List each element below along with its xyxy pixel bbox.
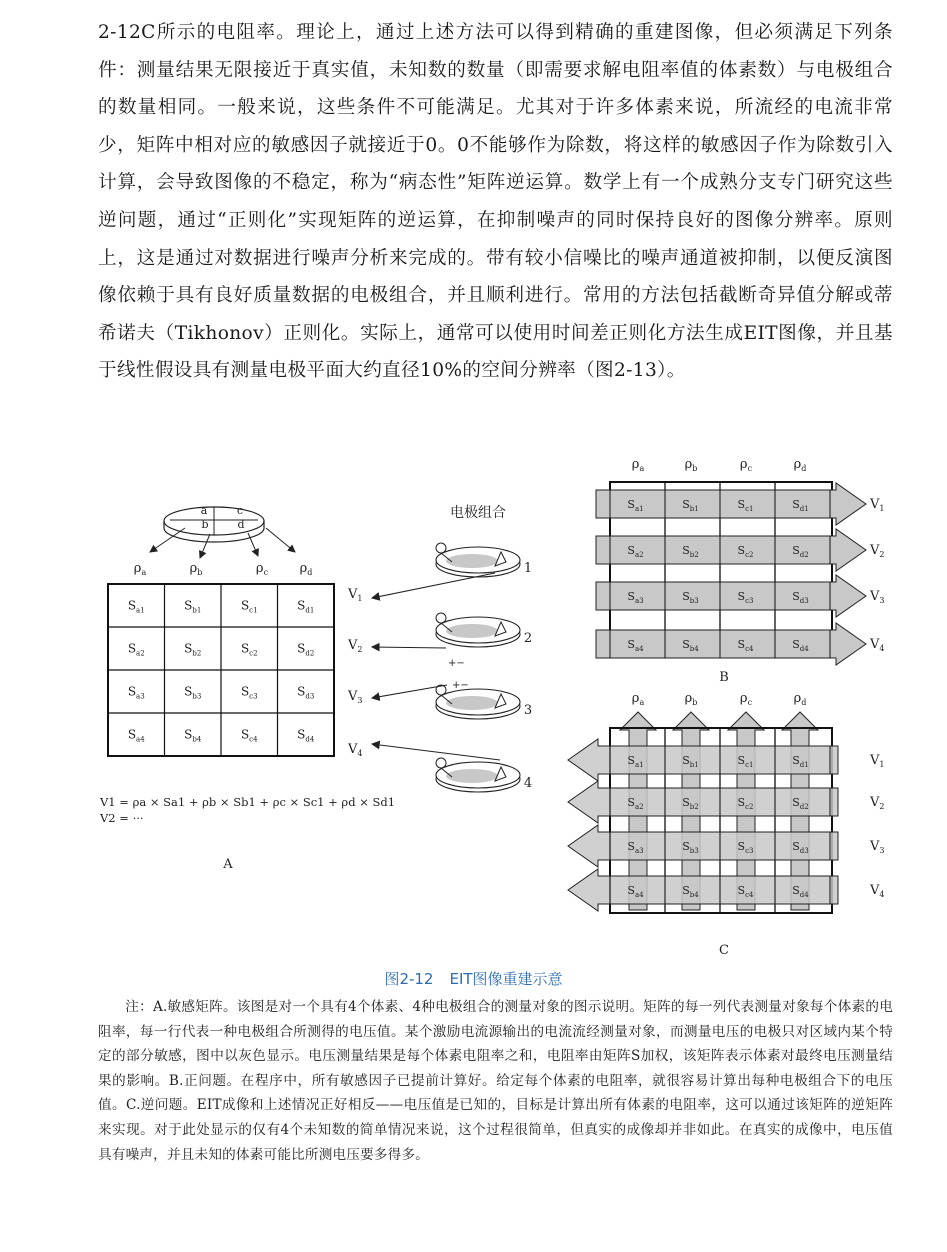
electrode-combination-title: 电极组合 bbox=[450, 505, 506, 521]
electrode-number: 2 bbox=[523, 631, 533, 646]
equation-v2: V2 = ··· bbox=[100, 811, 144, 825]
matrix-c-cell: $S_{b3}$ bbox=[682, 840, 699, 855]
polarity-mark: +− bbox=[452, 680, 469, 691]
disk-letter-d: d bbox=[237, 518, 245, 531]
rho-label-c: $\rho_a$ bbox=[631, 691, 645, 707]
electrode-number: 1 bbox=[523, 561, 533, 576]
matrix-c-cell: $S_{c3}$ bbox=[737, 840, 754, 855]
matrix-a-cell: $S_{a3}$ bbox=[127, 684, 145, 701]
sensitive-region bbox=[446, 554, 498, 568]
body-text bbox=[98, 14, 893, 390]
note-text: 注：A.敏感矩阵。该图是对一个具有4个体素、4种电极组合的测量对象的图示说明。矩阵的每一列代表测量对象每个体素的电阻率，每一行代表一种电极组合所测得的电压值。某个激励电流源输出的电流流经测量对象，而测量电压的电极只对区域内某个特定的部分敏感，图中以灰色显示。电压测量结果是每个体素电阻率之和，电阻率由矩阵S加权，该矩阵表示体素对最终电压测量结果的影响。B.正问题。在程序中，所有敏感因子已提前计算好。给定每个体素的电阻率，就很容易计算出每种电极组合下的电压值。C.逆问题。EIT成像和上述情况正好相反——电压值是已知的，目标是计算出所有体素的电阻率，这可以通过该矩阵的逆矩阵来实现。对于此处显示的仅有4个未知数的简单情况来说，这个过程很简单，但真实的成像却并非如此。在真实的成像中，电压值具有噪声，并且未知的体素可能比所测电压要多得多。 bbox=[98, 999, 893, 1163]
matrix-c-cell: $S_{a2}$ bbox=[627, 796, 644, 811]
matrix-a-cell: $S_{b2}$ bbox=[184, 641, 202, 658]
caption-title: EIT图像重建示意 bbox=[449, 970, 563, 988]
rho-label: $\rho_b$ bbox=[189, 561, 203, 577]
disk-letter-a: a bbox=[200, 504, 208, 517]
electrode-number: 4 bbox=[523, 776, 533, 791]
matrix-a-cell: $S_{c3}$ bbox=[240, 684, 258, 701]
body-paragraph: 2-12C所示的电阻率。理论上，通过上述方法可以得到精确的重建图像，但必须满足下列条件：测量结果无限接近于真实值，未知数的数量（即需要求解电阻率值的体素数）与电极组合的数量相同。一般来说，这些条件不可能满足。尤其对于许多体素来说，所流经的电流非常少，矩阵中相对应的敏感因子就接近于0。0不能够作为除数，将这样的敏感因子作为除数引入计算，会导致图像的不稳定，称为“病态性”矩阵逆运算。数学上有一个成熟分支专门研究这些逆问题，通过“正则化”实现矩阵的逆运算，在抑制噪声的同时保持良好的图像分辨率。原则上，这是通过对数据进行噪声分析来完成的。带有较小信噪比的噪声通道被抑制，以便反演图像依赖于具有良好质量数据的电极组合，并且顺利进行。常用的方法包括截断奇异值分解或蒂希诺夫（Tikhonov）正则化。实际上，通常可以使用时间差正则化方法生成EIT图像，并且基于线性假设具有测量电极平面大约直径10%的空间分辨率（图2-13）。 bbox=[98, 22, 893, 382]
figure-diagram bbox=[0, 440, 947, 965]
v-label-c: $V_2$ bbox=[870, 795, 885, 811]
matrix-a-cell: $S_{d4}$ bbox=[297, 727, 315, 744]
rho-label: $\rho_c$ bbox=[255, 561, 269, 577]
matrix-b-cell: $S_{c4}$ bbox=[737, 638, 754, 653]
matrix-b-cell: $S_{c2}$ bbox=[737, 544, 754, 559]
caption-number: 图2-12 bbox=[384, 970, 434, 988]
matrix-c-cell: $S_{a4}$ bbox=[627, 884, 644, 899]
rho-label-c: $\rho_b$ bbox=[684, 691, 698, 707]
figure-caption bbox=[0, 968, 947, 989]
matrix-a-cell: $S_{b3}$ bbox=[184, 684, 202, 701]
v-arrow-4 bbox=[372, 744, 500, 760]
rho-label: $\rho_d$ bbox=[299, 561, 313, 577]
matrix-b-cell: $S_{b3}$ bbox=[682, 590, 699, 605]
sensitive-region bbox=[446, 696, 498, 710]
matrix-c-cell: $S_{a1}$ bbox=[627, 754, 644, 769]
matrix-c-cell: $S_{c4}$ bbox=[737, 884, 754, 899]
matrix-a-cell: $S_{a2}$ bbox=[127, 641, 145, 658]
v-label-c: $V_1$ bbox=[870, 753, 885, 769]
matrix-c-cell: $S_{b1}$ bbox=[682, 754, 699, 769]
sensitive-region bbox=[446, 624, 498, 638]
rho-label-c: $\rho_d$ bbox=[793, 691, 807, 707]
panel-c bbox=[568, 691, 884, 958]
matrix-b-cell: $S_{d1}$ bbox=[792, 498, 809, 513]
equation-v1: V1 = ρa × Sa1 + ρb × Sb1 + ρc × Sc1 + ρd × Sd1 bbox=[100, 795, 396, 809]
panel-b-label: B bbox=[719, 670, 729, 685]
matrix-a-cell: $S_{b1}$ bbox=[184, 598, 202, 615]
matrix-c-cell: $S_{d3}$ bbox=[792, 840, 809, 855]
matrix-b-cell: $S_{b1}$ bbox=[682, 498, 699, 513]
electrode-number: 3 bbox=[523, 703, 533, 718]
polarity-mark: +− bbox=[448, 658, 465, 669]
v-label-b: $V_2$ bbox=[870, 543, 885, 559]
v-label-b: $V_4$ bbox=[870, 637, 885, 653]
matrix-b-cell: $S_{a3}$ bbox=[627, 590, 644, 605]
matrix-b-cell: $S_{c3}$ bbox=[737, 590, 754, 605]
matrix-a-cell: $S_{d1}$ bbox=[297, 598, 315, 615]
v-label-b: $V_1$ bbox=[870, 497, 885, 513]
matrix-b-cell: $S_{c1}$ bbox=[737, 498, 754, 513]
v-label-a: $V_1$ bbox=[348, 587, 363, 603]
matrix-a-cell: $S_{d3}$ bbox=[297, 684, 315, 701]
matrix-c-cell: $S_{d1}$ bbox=[792, 754, 809, 769]
matrix-b-cell: $S_{a1}$ bbox=[627, 498, 644, 513]
rho-arrow-2 bbox=[200, 534, 210, 558]
matrix-c-cell: $S_{b2}$ bbox=[682, 796, 699, 811]
figure-2-12 bbox=[0, 440, 947, 969]
matrix-a-cell: $S_{b4}$ bbox=[184, 727, 202, 744]
rho-arrow-4 bbox=[266, 528, 295, 552]
matrix-c-cell: $S_{b4}$ bbox=[682, 884, 699, 899]
v-label-a: $V_3$ bbox=[348, 689, 363, 705]
panel-b bbox=[596, 457, 884, 685]
panel-c-label: C bbox=[719, 943, 729, 958]
sensitive-region bbox=[446, 769, 498, 783]
matrix-b-cell: $S_{b2}$ bbox=[682, 544, 699, 559]
v-label-c: $V_3$ bbox=[870, 839, 885, 855]
current-source-icon bbox=[436, 613, 446, 623]
matrix-c-cell: $S_{a3}$ bbox=[627, 840, 644, 855]
disk-letter-c: c bbox=[236, 504, 244, 517]
panel-a bbox=[99, 504, 532, 872]
rho-label-b: $\rho_c$ bbox=[739, 457, 753, 473]
matrix-c-cell: $S_{c2}$ bbox=[737, 796, 754, 811]
matrix-b-cell: $S_{b4}$ bbox=[682, 638, 699, 653]
matrix-b-cell: $S_{d2}$ bbox=[792, 544, 809, 559]
rho-label-b: $\rho_a$ bbox=[631, 457, 645, 473]
rho-label-b: $\rho_b$ bbox=[684, 457, 698, 473]
v-label-a: $V_2$ bbox=[348, 638, 363, 654]
matrix-b-cell: $S_{a2}$ bbox=[627, 544, 644, 559]
matrix-c-cell: $S_{d2}$ bbox=[792, 796, 809, 811]
figure-note bbox=[98, 995, 893, 1167]
rho-arrow-1 bbox=[150, 528, 185, 552]
matrix-a-cell: $S_{c1}$ bbox=[240, 598, 258, 615]
v-label-b: $V_3$ bbox=[870, 589, 885, 605]
matrix-a-cell: $S_{c4}$ bbox=[240, 727, 258, 744]
matrix-a-cell: $S_{c2}$ bbox=[240, 641, 258, 658]
current-source-icon bbox=[436, 543, 446, 553]
disk-letter-b: b bbox=[201, 518, 209, 531]
rho-label-b: $\rho_d$ bbox=[793, 457, 807, 473]
current-source-icon bbox=[436, 758, 446, 768]
matrix-c-cell: $S_{c1}$ bbox=[737, 754, 754, 769]
rho-label-c: $\rho_c$ bbox=[739, 691, 753, 707]
matrix-a-cell: $S_{a4}$ bbox=[127, 727, 145, 744]
matrix-c-cell: $S_{d4}$ bbox=[792, 884, 809, 899]
v-label-a: $V_4$ bbox=[348, 742, 363, 758]
matrix-a-cell: $S_{a1}$ bbox=[127, 598, 145, 615]
matrix-b-cell: $S_{d3}$ bbox=[792, 590, 809, 605]
panel-a-label: A bbox=[223, 857, 233, 872]
v-arrow-2 bbox=[372, 647, 446, 648]
matrix-b-cell: $S_{d4}$ bbox=[792, 638, 809, 653]
rho-label: $\rho_a$ bbox=[133, 561, 147, 577]
matrix-b-cell: $S_{a4}$ bbox=[627, 638, 644, 653]
v-arrow-1 bbox=[372, 573, 495, 598]
v-label-c: $V_4$ bbox=[870, 883, 885, 899]
matrix-a-cell: $S_{d2}$ bbox=[297, 641, 315, 658]
